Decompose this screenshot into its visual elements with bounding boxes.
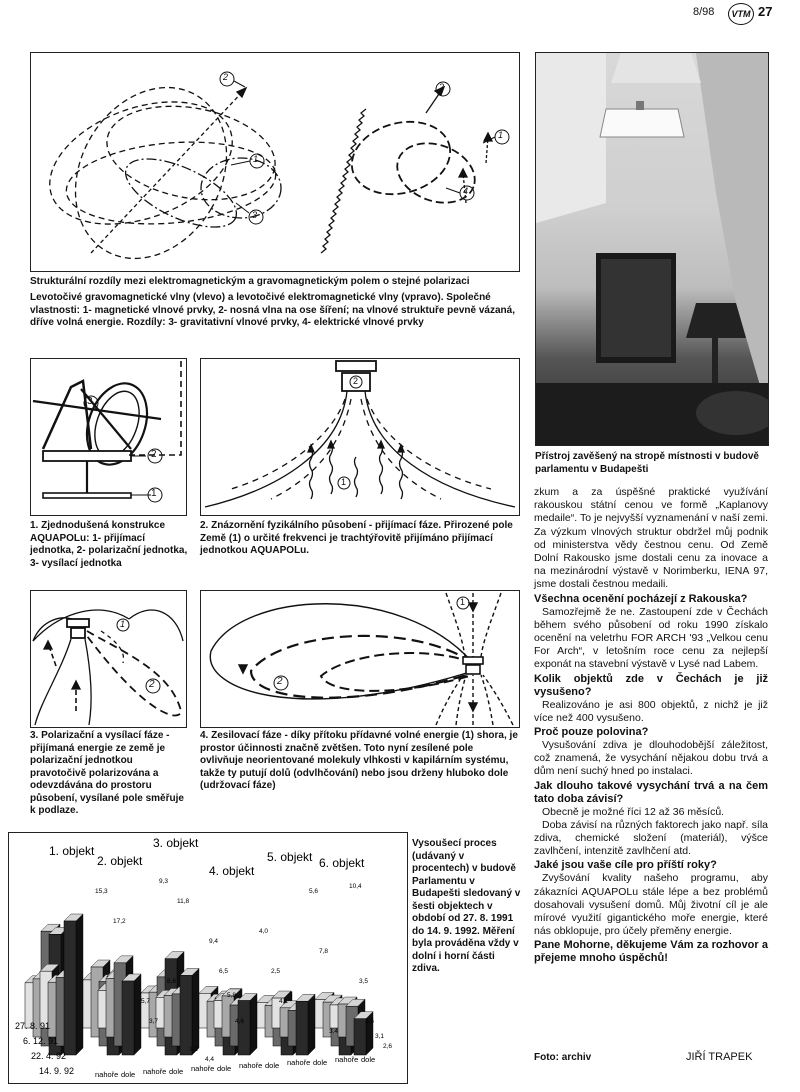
object-label: 3. objekt [153, 836, 199, 850]
amplifying-phase-diagram [201, 591, 519, 727]
construction-diagram-frame [30, 358, 187, 516]
wave-label-3-left: 3 [252, 210, 258, 220]
bar-value-label: 4,0 [259, 928, 269, 935]
wave-diagram-caption: Levotočivé gravomagnetické vlny (vlevo) a levotočivé elektromagnetické vlny (vpravo). Společné vlastnosti: 1- magnetické vlnové prvky, 2- nosná vlna na ose šíření; na vlnové struktuře pevně vázaná, dříve volná energie. Rozdíly: 3- gravitativní vlnové prvky, 4- elektrické vlnové prvky [30, 292, 515, 328]
position-label: nahoře [239, 1061, 263, 1070]
date-label: 22. 4. 92 [31, 1051, 67, 1061]
bar-value-label: 3,2 [189, 1046, 199, 1053]
date-label: 6. 12. 91 [23, 1036, 59, 1046]
receiving-label-2: 2 [353, 376, 359, 386]
position-label: nahoře [143, 1067, 167, 1076]
bar-value-label: 15,3 [95, 888, 108, 895]
interview-question: Všechna ocenění pocházejí z Rakouska? [534, 592, 748, 605]
position-label: dole [361, 1055, 376, 1064]
transmitting-label-2: 2 [149, 679, 155, 690]
device-photo-caption: Přístroj zavěšený na stropě místnosti v budově parlamentu v Budapešti [535, 451, 759, 475]
wave-diagram-frame [30, 52, 520, 272]
position-label: dole [169, 1067, 184, 1076]
bar-value-label: 3,7 [149, 1018, 159, 1025]
interview-question: Pane Mohorne, děkujeme Vám za rozhovor a přejeme mnoho úspěchů! [534, 939, 768, 965]
bar-value-label: 17,2 [113, 918, 126, 925]
author: JIŘÍ TRAPEK [686, 1051, 753, 1063]
bar-value-label: 9,4 [209, 938, 219, 945]
bar-side [134, 974, 141, 1055]
bar-value-label: 3,5 [359, 978, 369, 985]
amplifying-label-2: 2 [277, 676, 283, 687]
article-paragraph: Realizováno je asi 800 objektů, z nichž je již více než 400 vysušeno. [534, 698, 768, 724]
bar-value-label: 6,5 [219, 968, 229, 975]
bar [296, 1001, 308, 1055]
construction-caption: 1. Zjednodušená konstrukce AQUAPOLu: 1- přijímací jednotka, 2- polarizační jednotka, 3- vysílací jednotka [30, 520, 188, 569]
receiving-phase-caption: 2. Znázornění fyzikálního působení - přijímací fáze. Přirozené pole Země (1) o určité frekvenci je trachtýřovitě přijímáno přijímací jednotkou AQUAPOLu. [200, 520, 513, 556]
transmitting-phase-frame [30, 590, 187, 728]
bar-value-label: 5,8 [227, 992, 237, 999]
bar-side [192, 968, 199, 1055]
position-label: dole [121, 1070, 136, 1079]
wave-label-4-right: 4 [463, 186, 469, 196]
position-label: nahoře [191, 1064, 215, 1073]
position-label: nahoře [287, 1058, 311, 1067]
wave-label-2-right: 2 [439, 82, 445, 92]
bar-value-label: 4,4 [205, 1056, 215, 1063]
object-label: 4. objekt [209, 864, 255, 878]
position-label: dole [313, 1058, 328, 1067]
transmitting-phase-caption: 3. Polarizační a vysílací fáze - přijímaná energie ze země je polarizační jednotkou pravotočivě polarizována a odevzdávána do prostoru působení, vysílané pole směřuje k podlaze. [30, 730, 184, 816]
amplifying-phase-frame [200, 590, 520, 728]
object-label: 6. objekt [319, 856, 365, 870]
page-number: 27 [758, 4, 773, 19]
bar-value-label: 5,7 [141, 998, 151, 1005]
bar-side [308, 994, 315, 1055]
interview-question: Jak dlouho takové vysychání trvá a na čem tato doba závisí? [534, 779, 768, 805]
receiving-phase-frame [200, 358, 520, 516]
construction-label-3: 3 [87, 396, 93, 407]
transmitting-label-1: 1 [120, 619, 126, 629]
wave-label-1-right: 1 [498, 130, 504, 140]
bar-value-label: 2,6 [383, 1043, 393, 1050]
amplifying-label-1: 1 [460, 597, 466, 607]
date-label: 27. 8. 91 [15, 1021, 51, 1031]
drying-chart [9, 833, 407, 1083]
bar-value-label: 7,8 [319, 948, 329, 955]
construction-diagram [31, 359, 186, 515]
wave-label-2-left: 2 [223, 72, 229, 82]
object-label: 1. objekt [49, 844, 95, 858]
photo-credit: Foto: archiv [534, 1052, 592, 1063]
bar-side [76, 914, 83, 1055]
wave-label-1-left: 1 [253, 154, 259, 164]
bar-value-label: 11,8 [177, 898, 190, 905]
construction-label-2: 2 [151, 449, 157, 460]
article-paragraph: Obecně je možné říci 12 až 36 měsíců. [542, 805, 725, 818]
bar-value-label: 8,6 [167, 978, 177, 985]
interview-question: Kolik objektů zde v Čechách je již vysušeno? [534, 672, 768, 698]
position-label: nahoře [335, 1055, 359, 1064]
article-paragraph: Samozřejmě že ne. Zastoupení zde v Čechách během svého působení od roku 1990 získalo ocenění na veletrhu FOR ARCH '93 „Velkou cenu For Arch“, v letošním roce cenu za nejlepší exponát na stavební výstavě v Lysé nad Labem. [534, 605, 768, 671]
chart-caption: Vysoušecí proces (udávaný v procentech) v budově Parlamentu v Budapešti sledovaný v šesti objektech v období od 27. 8. 1991 do 14. 9. 1992. Měření byla prováděna vždy v dolní i horní části zdiva. [412, 838, 521, 974]
bar-value-label: 5,6 [309, 888, 319, 895]
bar [180, 975, 192, 1055]
bar [64, 921, 76, 1055]
receiving-phase-diagram [201, 359, 519, 515]
bar [122, 981, 134, 1055]
wave-diagram [31, 53, 519, 271]
receiving-label-1: 1 [341, 477, 347, 487]
interview-question: Jaké jsou vaše cíle pro příští roky? [534, 859, 717, 872]
object-label: 5. objekt [267, 850, 313, 864]
bar-value-label: 9,3 [159, 878, 169, 885]
position-label: nahoře [95, 1070, 119, 1079]
article-column [534, 486, 768, 965]
issue-number: 8/98 [693, 6, 715, 18]
article-paragraph: Zvyšování kvality našeho programu, aby zákazníci AQUAPOLu stále lépe a bez problémů dosahovali vysušení domů. Můj životní cíl je ale mírové využití gigantického moře energie, které nás obklopuje, pro účely přeměny energie. [534, 872, 768, 938]
amplifying-phase-caption: 4. Zesilovací fáze - díky přítoku přídavné volné energie (1) shora, je prostor účinnosti značně zvětšen. Toto nyní zesílené pole ovlivňuje neorientované molekuly vlhkosti v kapilárním systému, takže ty putují dolů (odvlhčování) nebo jsou drženy hluboko dole (udržovací fáze) [200, 730, 518, 791]
bar-value-label: 3,4 [329, 1028, 339, 1035]
position-label: dole [265, 1061, 280, 1070]
bar-value-label: 4,1 [279, 998, 289, 1005]
bar [238, 1001, 250, 1055]
bar-side [250, 994, 257, 1055]
position-label: dole [217, 1064, 232, 1073]
transmitting-phase-diagram [31, 591, 186, 727]
bar-value-label: 4,6 [235, 1018, 245, 1025]
interview-question: Proč pouze polovina? [534, 726, 649, 739]
bar-value-label: 10,4 [349, 883, 362, 890]
object-label: 2. objekt [97, 854, 143, 868]
device-photo [535, 52, 769, 446]
magazine-logo: VTM [728, 3, 754, 25]
bar-value-label: 3,1 [375, 1033, 385, 1040]
drying-chart-frame [8, 832, 408, 1084]
article-paragraph: zkum a za úspěšné praktické využívání rakouskou státní cenou ve formě „Kaplanovy medaile“. To je nejvyšší vyznamenání v naší zemi. Za výzkum vlnových struktur obdržel můj podnik od ministerstva vědy čestnou cenu. Od Země Dolní Rakousko jsme dostali cenu za inovace a na mezinárodní výstavě v Norimberku, IENA 97, jsme dostali čestnou medaili. [534, 486, 768, 591]
bar-value-label: 2,5 [271, 968, 281, 975]
wave-diagram-title: Strukturální rozdíly mezi elektromagnetickým a gravomagnetickým polem o stejné polarizaci [30, 276, 470, 287]
date-label: 14. 9. 92 [39, 1066, 75, 1076]
construction-label-1: 1 [151, 488, 157, 499]
bar-value-label: 2,5 [365, 1018, 375, 1025]
article-paragraph: Doba závisí na různých faktorech jako např. síla zdiva, chemické složení (materiál), výšce zavlhčení, intenzitě zavlhčení atd. [534, 818, 768, 858]
article-paragraph: Vysušování zdiva je dlouhodobější záležitost, což znamená, že vysychání nějakou dobu trvá a dům není suchý hned po instalaci. [534, 739, 768, 778]
